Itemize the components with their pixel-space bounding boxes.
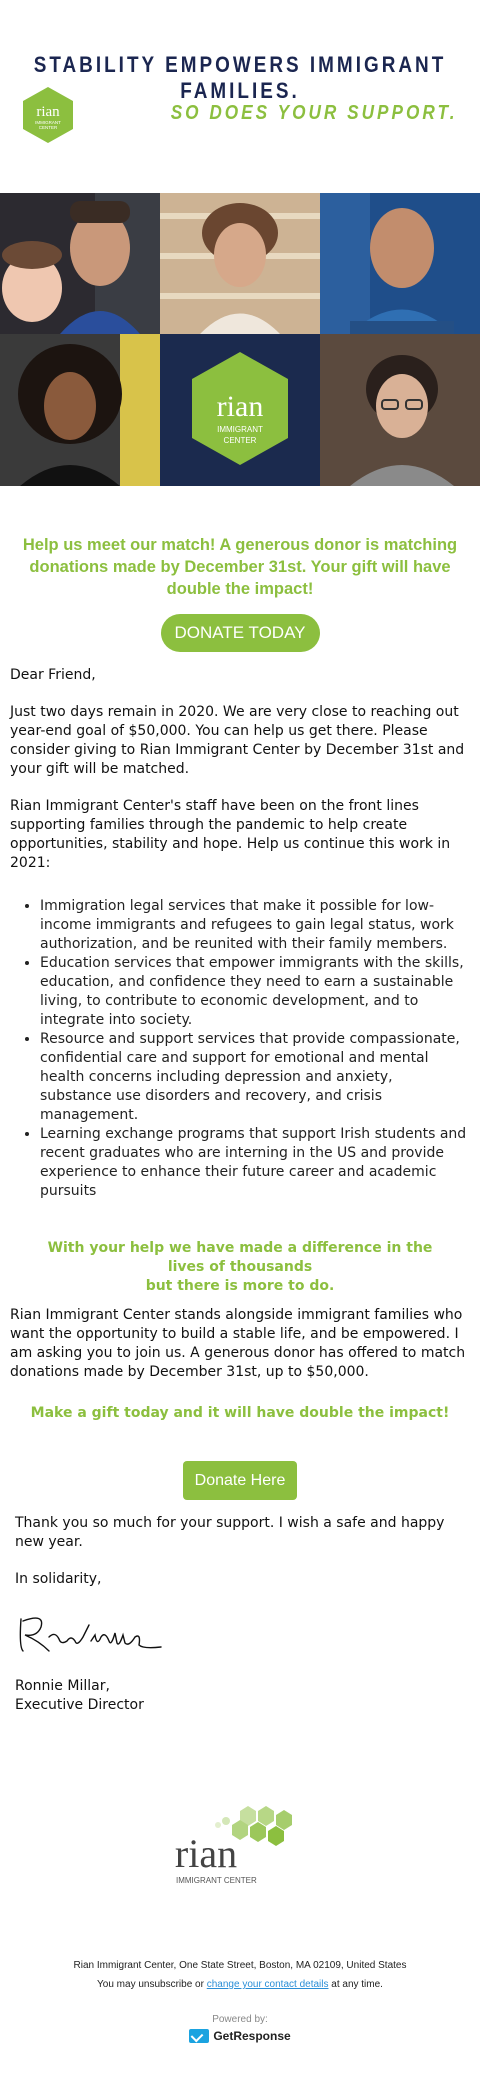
letter-paragraph-2: Rian Immigrant Center's staff have been on the front lines supporting families through the pandemic to help create opportunities, stability and hope. Help us continue this work in 2021:	[10, 798, 451, 871]
difference-heading	[0, 1239, 480, 1296]
photo-woman-glasses	[320, 334, 480, 486]
photo-woman-curly	[0, 334, 160, 486]
photo-rian-logo	[160, 334, 320, 486]
getresponse-badge[interactable]	[0, 2029, 480, 2043]
list-item: • Learning exchange programs that support Irish students and recent graduates who are interning in the US and provide experience to enhance their future career and academic pursuits	[40, 1125, 468, 1201]
tagline-top: STABILITY EMPOWERS IMMIGRANT FAMILIES.	[33, 52, 447, 103]
grid-logo-word: rian	[216, 390, 264, 423]
letter-paragraph-3: Rian Immigrant Center stands alongside immigrant families who want the opportunity to build a stable life, and be empowered. I am asking you to join us. A generous donor has offered to match donations made by December 31st, up to $50,000.	[10, 1307, 466, 1380]
footer-rian-logo	[170, 1801, 310, 1897]
getresponse-name: GetResponse	[213, 2029, 291, 2043]
difference-line-1: With your help we have made a difference in the lives of thousands	[47, 1240, 433, 1275]
match-message: Help us meet our match! A generous donor is matching donations made by December 31st. Your gift will have double the impact!	[22, 536, 458, 598]
getresponse-envelope-icon	[189, 2029, 209, 2043]
email-header	[0, 0, 480, 193]
change-contact-details-link[interactable]: change your contact details	[206, 1979, 329, 1990]
grid-logo-sub1: IMMIGRANT	[217, 425, 263, 434]
photo-father-baby	[0, 193, 160, 334]
gift-line: Make a gift today and it will have double the impact!	[30, 1405, 450, 1421]
signer-title: Executive Director	[15, 1697, 144, 1713]
powered-by-label: Powered by:	[212, 2014, 268, 2025]
list-item: • Immigration legal services that make it possible for low-income immigrants and refugees to gain legal status, work authorization, and be reunited with their family members.	[40, 897, 468, 954]
header-logo-sub1: IMMIGRANT	[35, 120, 61, 125]
sign-off: In solidarity,	[15, 1571, 102, 1587]
photo-woman-bakery	[160, 193, 320, 334]
unsub-suffix: at any time.	[328, 1979, 383, 1990]
closing	[0, 1514, 480, 1715]
letter-paragraph-1: Just two days remain in 2020. We are very close to reaching out year-end goal of $50,000. You can help us get there. Please consider giving to Rian Immigrant Center by December 31st and your gift will be matched.	[10, 704, 465, 777]
donate-today-button[interactable]: DONATE TODAY	[161, 614, 320, 652]
list-item: • Education services that empower immigrants with the skills, education, and confidence they need to earn a sustainable living, to contribute to economic development, and to integrate into society.	[40, 954, 468, 1030]
footer-address: Rian Immigrant Center, One State Street, Boston, MA 02109, United States	[73, 1960, 407, 1971]
letter-body	[0, 666, 480, 873]
unsub-prefix: You may unsubscribe or	[97, 1979, 207, 1990]
signer-name: Ronnie Millar,	[15, 1678, 110, 1694]
list-item: • Resource and support services that provide compassionate, confidential care and support for emotional and mental health concerns including depression and anxiety, substance use disorders and recovery, and crisis management.	[40, 1030, 468, 1125]
tagline-bottom: SO DOES YOUR SUPPORT.	[171, 102, 458, 124]
difference-line-2: but there is more to do.	[145, 1278, 335, 1294]
thank-you: Thank you so much for your support. I wish a safe and happy new year.	[15, 1515, 445, 1550]
signature-image	[15, 1607, 165, 1657]
donate-here-button[interactable]: Donate Here	[183, 1461, 298, 1500]
grid-logo-sub2: CENTER	[223, 436, 257, 445]
programs-list	[0, 897, 480, 1201]
salutation: Dear Friend,	[10, 667, 96, 683]
unsubscribe-line	[0, 1979, 480, 1990]
footer-logo-word: rian	[174, 1831, 238, 1876]
photo-man-plaid	[320, 193, 480, 334]
rian-logo-hexagon	[22, 86, 74, 144]
photo-collage	[0, 193, 480, 486]
footer-logo-sub: IMMIGRANT CENTER	[176, 1876, 257, 1885]
header-logo-word: rian	[36, 104, 60, 120]
header-logo-sub2: CENTER	[38, 125, 58, 130]
